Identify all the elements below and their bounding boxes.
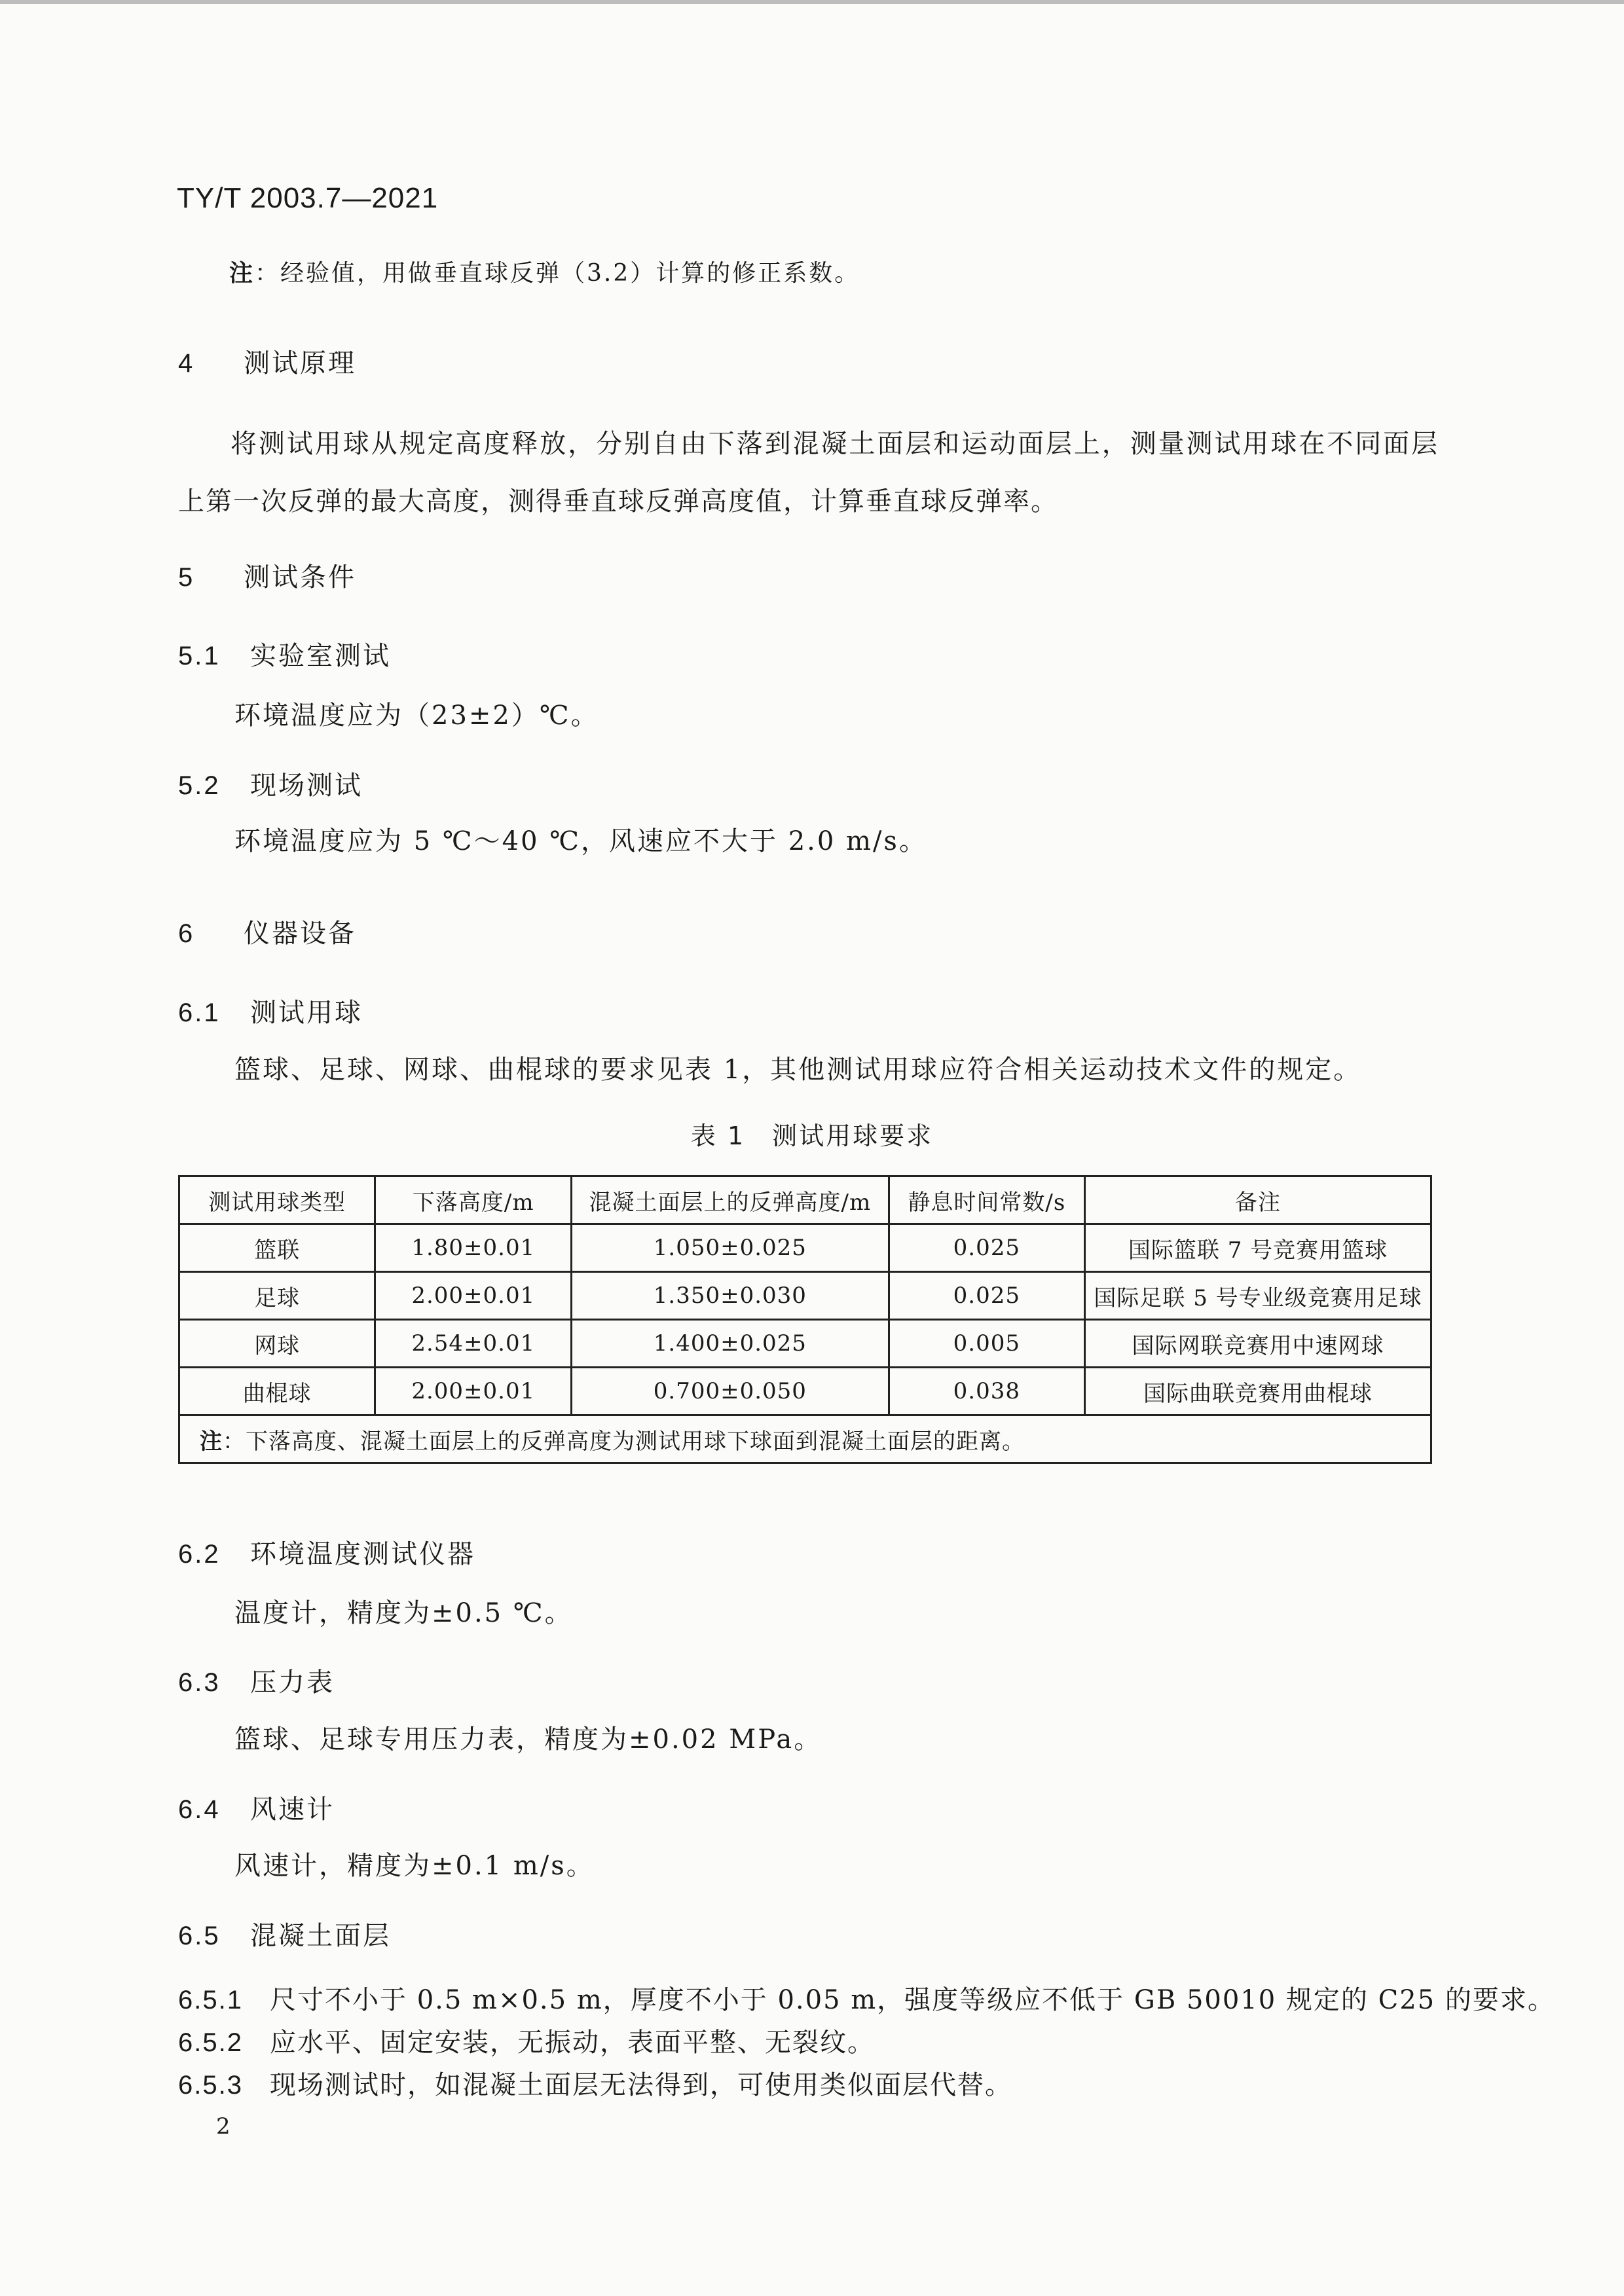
section-6-1-heading xyxy=(178,992,363,1029)
header-remarks: 备注 xyxy=(1085,1176,1431,1224)
table-1-caption: 表 1 测试用球要求 xyxy=(690,1121,934,1150)
section-6-3-heading xyxy=(178,1662,335,1699)
section-4-paragraph: 将测试用球从规定高度释放，分别自由下落到混凝土面层和运动面层上，测量测试用球在不同面层上第一次反弹的最大高度，测得垂直球反弹高度值，计算垂直球反弹率。 xyxy=(178,429,1439,517)
cell-drop-height: 1.80±0.01 xyxy=(375,1224,572,1272)
section-number: 6.1 xyxy=(178,998,221,1027)
section-6-2-paragraph: 温度计，精度为±0.5 ℃。 xyxy=(234,1598,573,1628)
section-5-1-heading xyxy=(178,635,391,672)
cell-ball-type: 足球 xyxy=(179,1272,375,1320)
section-4-heading xyxy=(178,342,356,380)
cell-ball-type: 网球 xyxy=(179,1320,375,1368)
section-number: 6.5 xyxy=(178,1922,221,1950)
table-note-row xyxy=(179,1415,1431,1463)
section-title: 测试用球 xyxy=(250,998,363,1028)
cell-rebound-height: 1.050±0.025 xyxy=(572,1224,889,1272)
section-5-heading xyxy=(178,556,356,594)
note-label: 注 xyxy=(229,260,255,287)
list-item-text: 现场测试时，如混凝土面层无法得到，可使用类似面层代替。 xyxy=(270,2070,1012,2100)
cell-drop-height: 2.54±0.01 xyxy=(375,1320,572,1368)
cell-rebound-height: 1.400±0.025 xyxy=(572,1320,889,1368)
section-number: 4 xyxy=(178,349,195,378)
note-top xyxy=(229,262,860,285)
section-6-5-heading xyxy=(178,1915,391,1952)
header-rebound-height: 混凝土面层上的反弹高度/m xyxy=(572,1176,889,1224)
table-note xyxy=(179,1415,1431,1463)
cell-rest-time: 0.025 xyxy=(889,1224,1085,1272)
section-number: 6 xyxy=(178,919,195,948)
table-row xyxy=(179,1272,1431,1320)
section-6-2-heading xyxy=(178,1533,475,1571)
cell-ball-type: 曲棍球 xyxy=(179,1368,375,1415)
list-item-6-5-3 xyxy=(178,2064,1012,2102)
note-text: ：经验值，用做垂直球反弹（3.2）计算的修正系数。 xyxy=(255,260,860,287)
section-title: 测试原理 xyxy=(244,348,356,378)
section-number: 6.3 xyxy=(178,1668,221,1697)
ball-requirements-table xyxy=(178,1175,1432,1464)
page-number: 2 xyxy=(216,2113,231,2140)
section-6-1-paragraph: 篮球、足球、网球、曲棍球的要求见表 1，其他测试用球应符合相关运动技术文件的规定。 xyxy=(234,1055,1362,1085)
section-5-1-paragraph: 环境温度应为（23±2）℃。 xyxy=(234,701,599,731)
section-number: 5.1 xyxy=(178,642,221,670)
cell-remarks: 国际篮联 7 号竞赛用篮球 xyxy=(1085,1224,1431,1272)
list-item-6-5-2 xyxy=(178,2022,875,2059)
section-title: 仪器设备 xyxy=(244,919,356,949)
section-6-4-paragraph: 风速计，精度为±0.1 m/s。 xyxy=(234,1851,595,1881)
cell-ball-type: 篮联 xyxy=(179,1224,375,1272)
section-6-4-heading xyxy=(178,1789,335,1826)
section-title: 压力表 xyxy=(250,1667,335,1698)
section-5-2-heading xyxy=(178,765,363,802)
section-number: 6.4 xyxy=(178,1795,221,1824)
section-number: 6.2 xyxy=(178,1540,221,1569)
cell-rest-time: 0.025 xyxy=(889,1272,1085,1320)
section-title: 环境温度测试仪器 xyxy=(250,1539,475,1569)
document-code: TY/T 2003.7—2021 xyxy=(177,182,439,214)
section-title: 风速计 xyxy=(250,1795,335,1825)
cell-drop-height: 2.00±0.01 xyxy=(375,1272,572,1320)
table-note-text: ：下落高度、混凝土面层上的反弹高度为测试用球下球面到混凝土面层的距离。 xyxy=(223,1428,1025,1455)
list-item-text: 尺寸不小于 0.5 m×0.5 m，厚度不小于 0.05 m，强度等级应不低于 GB 50010 规定的 C25 的要求。 xyxy=(270,1985,1555,2015)
cell-rest-time: 0.038 xyxy=(889,1368,1085,1415)
table-note-label: 注 xyxy=(200,1428,223,1455)
section-number: 5 xyxy=(178,563,195,592)
header-rest-time: 静息时间常数/s xyxy=(889,1176,1085,1224)
table-header-row xyxy=(179,1176,1431,1224)
section-6-heading xyxy=(178,913,356,950)
section-title: 混凝土面层 xyxy=(250,1921,391,1951)
section-title: 实验室测试 xyxy=(250,641,391,671)
list-item-text: 应水平、固定安装，无振动，表面平整、无裂纹。 xyxy=(270,2028,875,2058)
header-ball-type: 测试用球类型 xyxy=(179,1176,375,1224)
section-5-2-paragraph: 环境温度应为 5 ℃～40 ℃，风速应不大于 2.0 m/s。 xyxy=(234,826,927,856)
cell-remarks: 国际曲联竞赛用曲棍球 xyxy=(1085,1368,1431,1415)
section-title: 测试条件 xyxy=(244,562,356,592)
list-item-6-5-1 xyxy=(178,1979,1555,2016)
cell-remarks: 国际足联 5 号专业级竞赛用足球 xyxy=(1085,1272,1431,1320)
cell-remarks: 国际网联竞赛用中速网球 xyxy=(1085,1320,1431,1368)
section-6-3-paragraph: 篮球、足球专用压力表，精度为±0.02 MPa。 xyxy=(234,1724,822,1755)
list-item-number: 6.5.3 xyxy=(178,2071,243,2100)
table-row xyxy=(179,1368,1431,1415)
section-number: 5.2 xyxy=(178,771,221,800)
cell-rebound-height: 0.700±0.050 xyxy=(572,1368,889,1415)
header-drop-height: 下落高度/m xyxy=(375,1176,572,1224)
cell-rest-time: 0.005 xyxy=(889,1320,1085,1368)
section-title: 现场测试 xyxy=(250,771,363,801)
cell-rebound-height: 1.350±0.030 xyxy=(572,1272,889,1320)
cell-drop-height: 2.00±0.01 xyxy=(375,1368,572,1415)
list-item-number: 6.5.1 xyxy=(178,1986,243,2014)
list-item-number: 6.5.2 xyxy=(178,2028,243,2057)
table-row xyxy=(179,1320,1431,1368)
page-top-border xyxy=(0,0,1624,4)
table-row xyxy=(179,1224,1431,1272)
